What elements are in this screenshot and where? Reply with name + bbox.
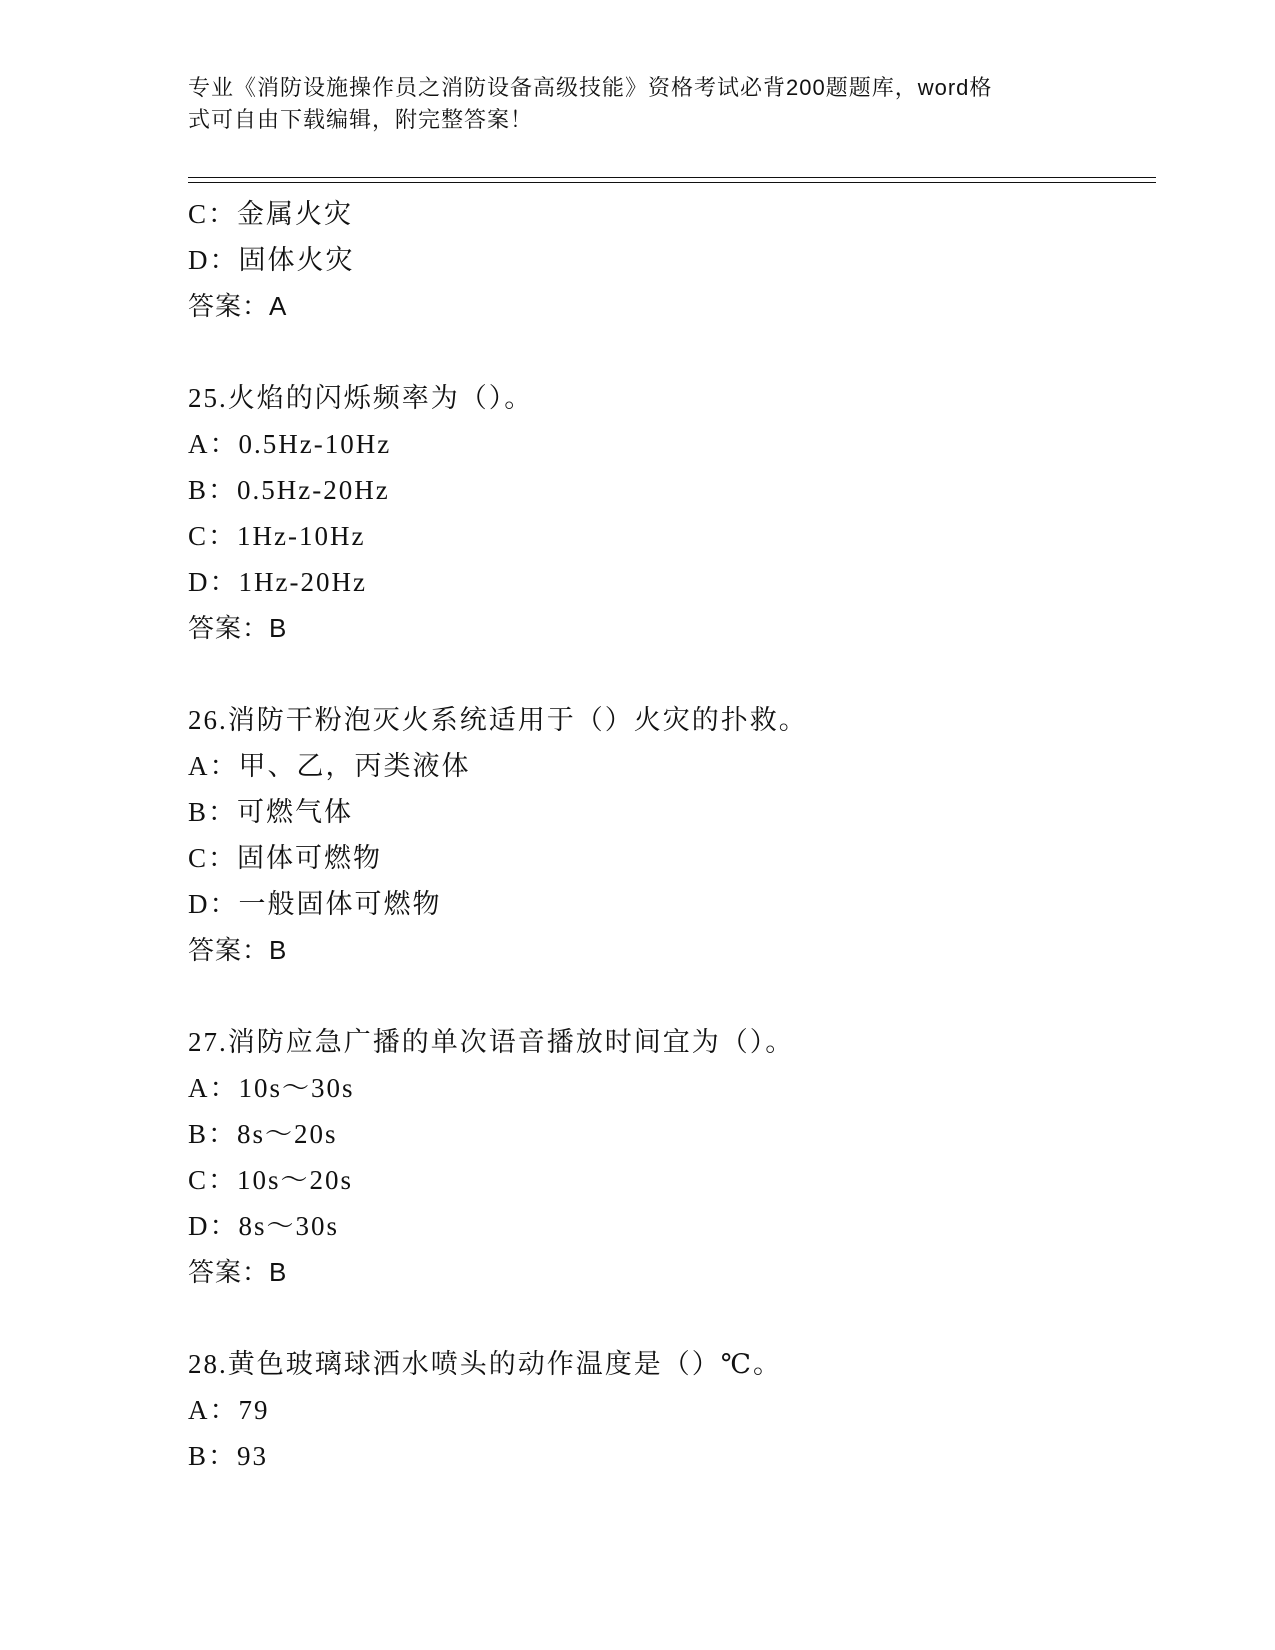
spacer (188, 651, 1148, 697)
question-list (188, 191, 1148, 1479)
option-b: B：93 (188, 1441, 269, 1471)
header-line-2: 式可自由下载编辑，附完整答案！ (188, 107, 534, 132)
header-divider-top (188, 177, 1156, 178)
question-block-25 (188, 375, 1148, 651)
question-block-26 (188, 697, 1148, 973)
question-text: 26.消防干粉泡灭火系统适用于（）火灾的扑救。 (188, 705, 808, 735)
answer-line: 答案：B (188, 1257, 288, 1287)
question-block-28 (188, 1341, 1148, 1479)
header-line-1: 专业《消防设施操作员之消防设备高级技能》资格考试必背200题题库，word格 (188, 75, 993, 100)
option-b: B：8s～20s (188, 1119, 338, 1149)
option-b: B：0.5Hz-20Hz (188, 475, 390, 505)
option-a: A：甲、乙，丙类液体 (188, 751, 471, 781)
answer-line: 答案：B (188, 935, 288, 965)
answer-line: 答案：B (188, 613, 288, 643)
question-block-27 (188, 1019, 1148, 1295)
question-text: 27.消防应急广播的单次语音播放时间宜为（）。 (188, 1027, 795, 1057)
option-d: D：8s～30s (188, 1211, 340, 1241)
option-c: C：金属火灾 (188, 199, 354, 229)
option-c: C：1Hz-10Hz (188, 521, 366, 551)
document-header (188, 72, 1088, 136)
option-a: A：79 (188, 1395, 270, 1425)
question-block-24 (188, 191, 1148, 329)
spacer (188, 329, 1148, 375)
option-b: B：可燃气体 (188, 797, 354, 827)
option-a: A：0.5Hz-10Hz (188, 429, 392, 459)
question-text: 28.黄色玻璃球洒水喷头的动作温度是（）℃。 (188, 1349, 782, 1379)
option-c: C：10s～20s (188, 1165, 354, 1195)
spacer (188, 973, 1148, 1019)
option-d: D：一般固体可燃物 (188, 889, 442, 919)
option-a: A：10s～30s (188, 1073, 355, 1103)
spacer (188, 1295, 1148, 1341)
option-d: D：固体火灾 (188, 245, 355, 275)
question-text: 25.火焰的闪烁频率为（）。 (188, 383, 534, 413)
option-d: D：1Hz-20Hz (188, 567, 367, 597)
answer-line: 答案：A (188, 291, 288, 321)
header-divider-bottom (188, 182, 1156, 183)
option-c: C：固体可燃物 (188, 843, 383, 873)
